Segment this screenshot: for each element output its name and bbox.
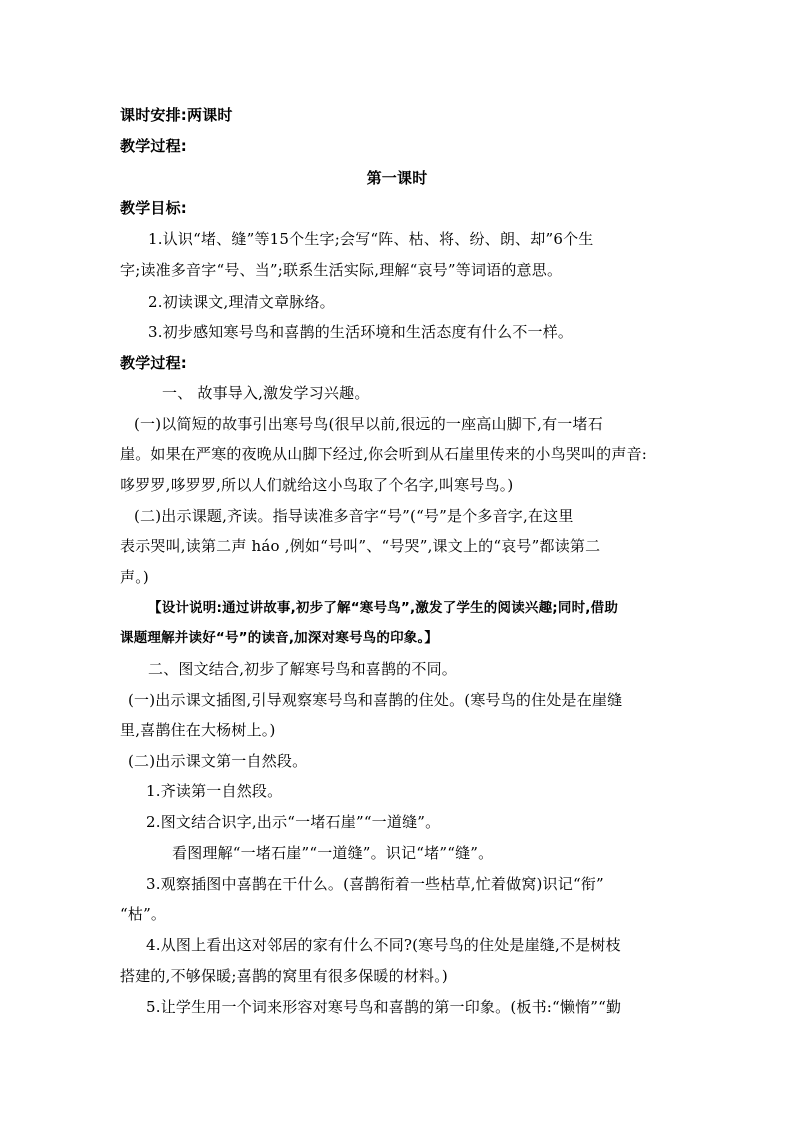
goal-1-line-2: 字;读准多音字“号、当”;联系生活实际,理解“哀号”等词语的意思。 <box>120 261 563 279</box>
goal-2: 2.初读课文,理清文章脉络。 <box>148 293 335 311</box>
s2-paragraph-1-line-2: 里,喜鹊住在大杨树上。) <box>120 721 276 739</box>
process-heading-2: 教学过程: <box>120 354 187 372</box>
s2-item-1: 1.齐读第一自然段。 <box>146 782 283 800</box>
goal-1-line-1: 1.认识“堵、缝”等15个生字;会写“阵、枯、将、纷、朗、却”6个生 <box>148 230 594 248</box>
schedule-line: 课时安排:两课时 <box>120 106 233 124</box>
design-note-line-1: 【设计说明:通过讲故事,初步了解“寒号鸟”,激发了学生的阅读兴趣;同时,借助 <box>148 600 619 616</box>
s1-paragraph-1-line-1: (一)以简短的故事引出寒号鸟(很早以前,很远的一座高山脚下,有一堵石 <box>134 415 603 433</box>
section-2-heading: 二、图文结合,初步了解寒号鸟和喜鹊的不同。 <box>148 660 457 678</box>
design-note-line-2: 课题理解并读好“号”的读音,加深对寒号鸟的印象。】 <box>120 630 439 646</box>
s2-item-4-line-2: 搭建的,不够保暖;喜鹊的窝里有很多保暖的材料。) <box>120 967 448 985</box>
goal-3: 3.初步感知寒号鸟和喜鹊的生活环境和生活态度有什么不一样。 <box>148 323 574 341</box>
s1-paragraph-1-line-3: 哆罗罗,哆罗罗,所以人们就给这小鸟取了个名字,叫寒号鸟。) <box>120 476 514 494</box>
s1-paragraph-2-line-3: 声。) <box>120 568 149 586</box>
s2-item-4-line-1: 4.从图上看出这对邻居的家有什么不同?(寒号鸟的住处是崖缝,不是树枝 <box>146 936 621 954</box>
s2-item-2b: 看图理解“一堵石崖”“一道缝”。识记“堵”“缝”。 <box>172 844 494 862</box>
s2-item-3-line-1: 3.观察插图中喜鹊在干什么。(喜鹊衔着一些枯草,忙着做窝)识记“衔” <box>146 875 604 893</box>
s1-paragraph-2-line-2: 表示哭叫,读第二声 háo ,例如“号叫”、“号哭”,课文上的“哀号”都读第二 <box>120 537 601 555</box>
goals-heading: 教学目标: <box>120 199 187 217</box>
s2-item-2: 2.图文结合识字,出示“一堵石崖”“一道缝”。 <box>146 813 441 831</box>
s2-paragraph-2: (二)出示课文第一自然段。 <box>128 752 308 770</box>
s2-item-3-line-2: “枯”。 <box>120 905 167 923</box>
lesson-title: 第一课时 <box>366 169 428 187</box>
section-1-heading: 一、 故事导入,激发学习兴趣。 <box>162 384 370 402</box>
s1-paragraph-2-line-1: (二)出示课题,齐读。指导读准多音字“号”(“号”是个多音字,在这里 <box>134 507 574 525</box>
process-heading: 教学过程: <box>120 137 187 155</box>
s2-paragraph-1-line-1: (一)出示课文插图,引导观察寒号鸟和喜鹊的住处。(寒号鸟的住处是在崖缝 <box>128 691 623 709</box>
s2-item-5-line-1: 5.让学生用一个词来形容对寒号鸟和喜鹊的第一印象。(板书:“懒惰”“勤 <box>146 998 622 1016</box>
s1-paragraph-1-line-2: 崖。如果在严寒的夜晚从山脚下经过,你会听到从石崖里传来的小鸟哭叫的声音: <box>120 445 648 463</box>
